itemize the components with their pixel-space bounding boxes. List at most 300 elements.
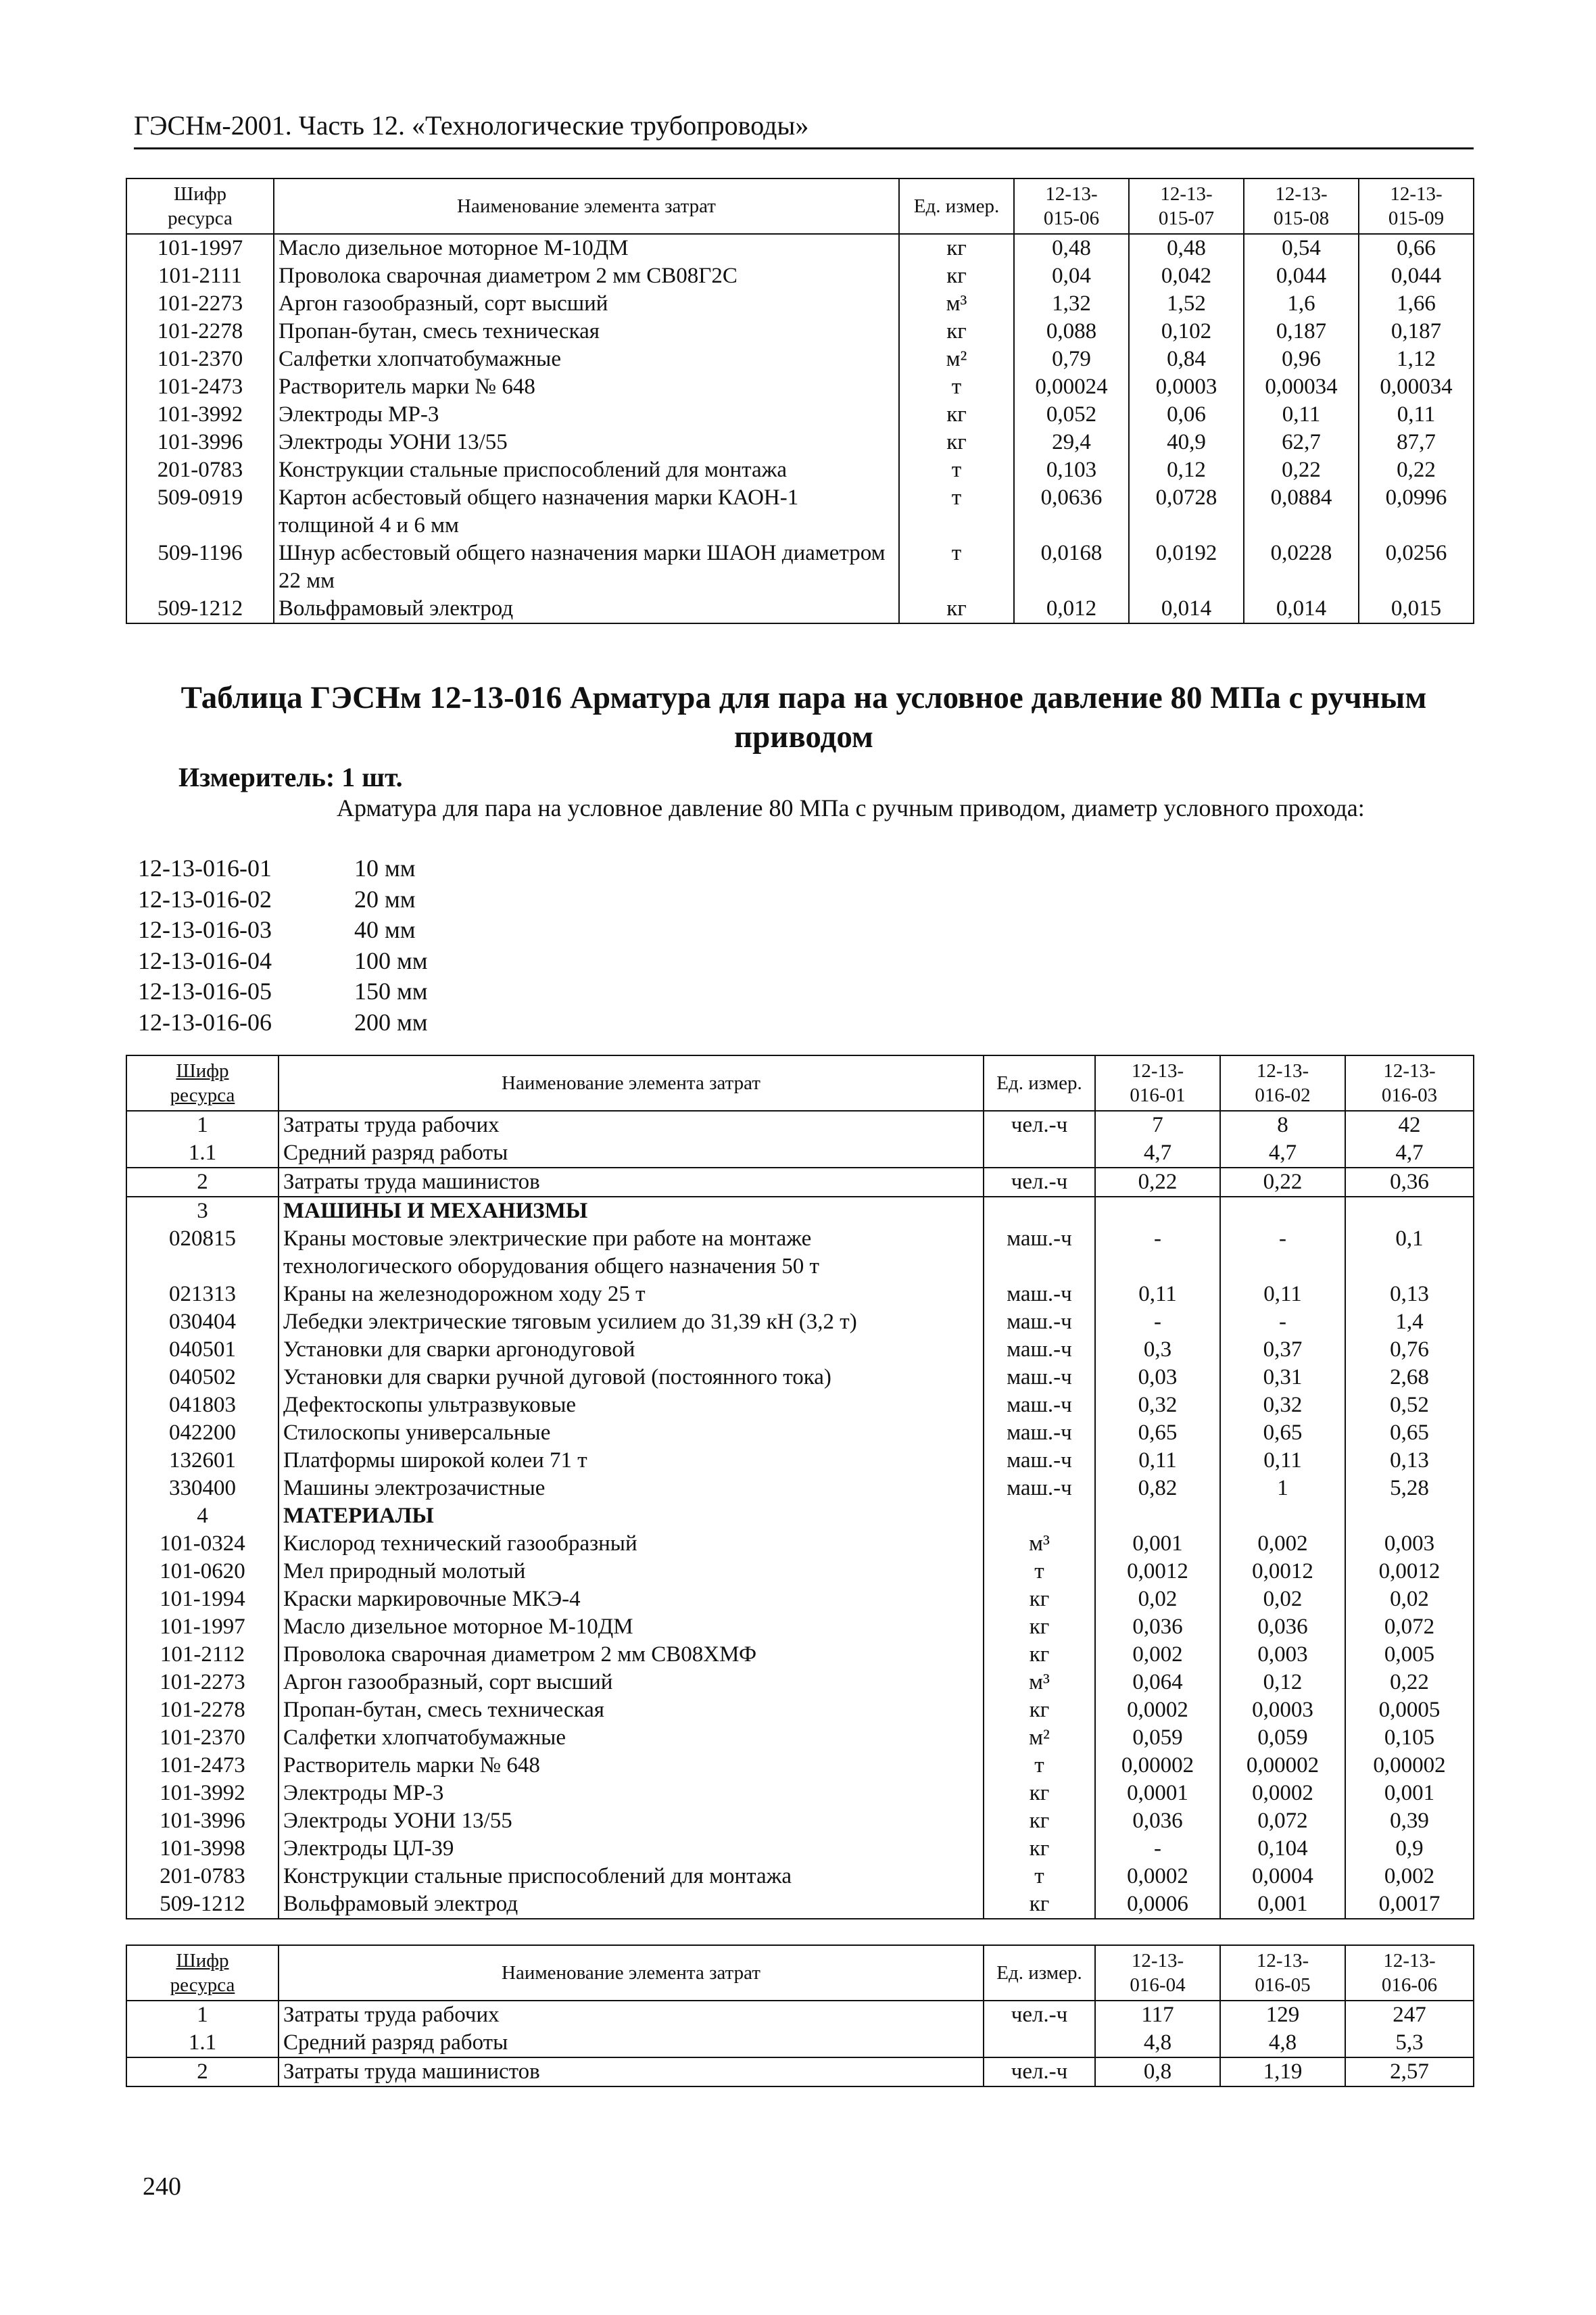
- norm-value: 4,8: [1095, 2029, 1220, 2057]
- norm-value: 0,002: [1345, 1863, 1474, 1890]
- norm-value: 0,003: [1220, 1641, 1345, 1669]
- norm-value: 0,11: [1359, 401, 1474, 429]
- norm-value: 0,00034: [1359, 373, 1474, 401]
- unit-of-measure: м³: [984, 1530, 1095, 1558]
- unit-of-measure: м³: [984, 1669, 1095, 1696]
- cost-element-name: Картон асбестовый общего назначения марки КАОН-1 толщиной 4 и 6 мм: [274, 484, 899, 540]
- table-row: [126, 1502, 1474, 1530]
- norm-value: 42: [1345, 1111, 1474, 1139]
- norm-value: 0,014: [1244, 595, 1359, 623]
- norm-value: 117: [1095, 2001, 1220, 2029]
- norm-value: 0,103: [1014, 456, 1129, 484]
- norm-value: 0,00002: [1345, 1752, 1474, 1780]
- measure-unit: Измеритель: 1 шт.: [178, 762, 403, 792]
- norm-value: 0,65: [1095, 1419, 1220, 1447]
- unit-of-measure: м³: [899, 290, 1014, 318]
- resource-code: 101-2370: [126, 345, 274, 373]
- unit-of-measure: кг: [899, 318, 1014, 345]
- norm-value: 1,4: [1345, 1308, 1474, 1336]
- norm-value: 5,28: [1345, 1475, 1474, 1502]
- variant-code: 12-13-016-01: [138, 855, 272, 882]
- norm-value: 0,102: [1129, 318, 1244, 345]
- unit-of-measure: т: [984, 1752, 1095, 1780]
- cost-element-name: Пропан-бутан, смесь техническая: [274, 318, 899, 345]
- variant-code: 12-13-016-06: [138, 1008, 272, 1036]
- norm-value: 0,04: [1014, 262, 1129, 290]
- norm-value: 0,0728: [1129, 484, 1244, 540]
- table-row: [126, 456, 1474, 484]
- cost-element-name: Средний разряд работы: [279, 2029, 984, 2057]
- norm-value: 0,1: [1345, 1225, 1474, 1281]
- unit-of-measure: кг: [899, 401, 1014, 429]
- norm-value: 0,84: [1129, 345, 1244, 373]
- unit-of-measure: маш.-ч: [984, 1308, 1095, 1336]
- variant-size: 20 мм: [354, 885, 416, 913]
- norm-value: [1095, 1197, 1220, 1225]
- norm-value: 0,76: [1345, 1336, 1474, 1364]
- norm-value: 0,059: [1220, 1724, 1345, 1752]
- unit-of-measure: т: [899, 540, 1014, 595]
- norm-value: 0,22: [1359, 456, 1474, 484]
- norm-value: 0,11: [1095, 1447, 1220, 1475]
- norm-value: 0,79: [1014, 345, 1129, 373]
- table-row: [126, 1168, 1474, 1197]
- col-header-unit: Ед. измер.: [899, 178, 1014, 234]
- unit-of-measure: маш.-ч: [984, 1336, 1095, 1364]
- norm-value: 0,0005: [1345, 1696, 1474, 1724]
- cost-element-name: Проволока сварочная диаметром 2 мм СВ08ХМФ: [279, 1641, 984, 1669]
- cost-element-name: Масло дизельное моторное М-10ДМ: [279, 1613, 984, 1641]
- table-row: [126, 1863, 1474, 1890]
- cost-element-name: Конструкции стальные приспособлений для монтажа: [274, 456, 899, 484]
- cost-element-name: Аргон газообразный, сорт высший: [279, 1669, 984, 1696]
- col-header-variant: 12-13- 016-06: [1345, 1945, 1474, 2001]
- norm-value: 4,7: [1220, 1139, 1345, 1168]
- unit-of-measure: т: [899, 484, 1014, 540]
- norm-value: 0,9: [1345, 1835, 1474, 1863]
- norm-value: 40,9: [1129, 429, 1244, 456]
- table-row: [126, 1447, 1474, 1475]
- norm-value: 0,0006: [1095, 1890, 1220, 1919]
- variant-item: [138, 915, 428, 946]
- cost-element-name: Салфетки хлопчатобумажные: [279, 1724, 984, 1752]
- norm-value: 0,187: [1359, 318, 1474, 345]
- variant-size: 40 мм: [354, 916, 416, 943]
- variant-item: [138, 946, 428, 977]
- table-row: [126, 1139, 1474, 1168]
- cost-element-name: Машины электрозачистные: [279, 1475, 984, 1502]
- table-row: [126, 1419, 1474, 1447]
- norm-value: 0,0017: [1345, 1890, 1474, 1919]
- table-row: [126, 401, 1474, 429]
- table-row: [126, 1890, 1474, 1919]
- resource-code: 101-0620: [126, 1558, 279, 1585]
- norm-value: 0,052: [1014, 401, 1129, 429]
- unit-of-measure: чел.-ч: [984, 1168, 1095, 1197]
- resource-code: 101-2111: [126, 262, 274, 290]
- cost-element-name: Растворитель марки № 648: [279, 1752, 984, 1780]
- unit-of-measure: маш.-ч: [984, 1475, 1095, 1502]
- norm-value: 29,4: [1014, 429, 1129, 456]
- resource-code: 040501: [126, 1336, 279, 1364]
- resource-code: 201-0783: [126, 456, 274, 484]
- norm-value: 0,0012: [1345, 1558, 1474, 1585]
- norm-value: 0,001: [1345, 1780, 1474, 1807]
- col-header-unit: Ед. измер.: [984, 1945, 1095, 2001]
- table-row: [126, 1225, 1474, 1281]
- resource-code: 101-2278: [126, 318, 274, 345]
- cost-element-name: Мел природный молотый: [279, 1558, 984, 1585]
- norm-value: 0,104: [1220, 1835, 1345, 1863]
- table-row: [126, 1724, 1474, 1752]
- norm-value: 0,0256: [1359, 540, 1474, 595]
- cost-element-name: Средний разряд работы: [279, 1139, 984, 1168]
- cost-element-name: Аргон газообразный, сорт высший: [274, 290, 899, 318]
- variant-item: [138, 853, 428, 884]
- unit-of-measure: чел.-ч: [984, 2057, 1095, 2086]
- variant-size: 100 мм: [354, 947, 428, 974]
- norm-value: 0,105: [1345, 1724, 1474, 1752]
- unit-of-measure: м²: [984, 1724, 1095, 1752]
- norm-value: 0,002: [1220, 1530, 1345, 1558]
- resource-code: 509-1212: [126, 1890, 279, 1919]
- norm-value: [1220, 1197, 1345, 1225]
- norm-value: 5,3: [1345, 2029, 1474, 2057]
- cost-element-name: Электроды ЦЛ-39: [279, 1835, 984, 1863]
- table-row: [126, 595, 1474, 623]
- resource-code: 030404: [126, 1308, 279, 1336]
- norm-value: 0,39: [1345, 1807, 1474, 1835]
- unit-of-measure: т: [984, 1558, 1095, 1585]
- resource-code: 101-3992: [126, 401, 274, 429]
- variant-item: [138, 1007, 428, 1039]
- unit-of-measure: маш.-ч: [984, 1419, 1095, 1447]
- norm-value: 7: [1095, 1111, 1220, 1139]
- variant-item: [138, 884, 428, 915]
- table-row: [126, 345, 1474, 373]
- norm-value: 0,015: [1359, 595, 1474, 623]
- table-row: [126, 1585, 1474, 1613]
- table-row: [126, 1641, 1474, 1669]
- variant-code: 12-13-016-02: [138, 885, 272, 913]
- resource-code: 330400: [126, 1475, 279, 1502]
- unit-of-measure: [984, 1197, 1095, 1225]
- unit-of-measure: кг: [984, 1807, 1095, 1835]
- cost-element-name: Электроды УОНИ 13/55: [274, 429, 899, 456]
- resource-code: 2: [126, 2057, 279, 2086]
- table-row: [126, 1780, 1474, 1807]
- page-number: 240: [143, 2172, 181, 2201]
- table-row: [126, 1530, 1474, 1558]
- resource-code: 042200: [126, 1419, 279, 1447]
- norm-value: [1095, 1502, 1220, 1530]
- resource-code: 101-1997: [126, 1613, 279, 1641]
- unit-of-measure: кг: [984, 1613, 1095, 1641]
- variant-code: 12-13-016-05: [138, 978, 272, 1005]
- norm-value: 0,0002: [1095, 1863, 1220, 1890]
- col-header-variant: 12-13- 016-01: [1095, 1055, 1220, 1111]
- cost-element-name: Дефектоскопы ультразвуковые: [279, 1391, 984, 1419]
- resource-code: 101-2273: [126, 1669, 279, 1696]
- cost-element-name: Растворитель марки № 648: [274, 373, 899, 401]
- col-header-variant: 12-13- 015-07: [1129, 178, 1244, 234]
- norm-value: 0,48: [1129, 234, 1244, 262]
- resource-table-016-b: [126, 1944, 1474, 2087]
- table-row: [126, 2057, 1474, 2086]
- resource-code: 509-0919: [126, 484, 274, 540]
- norm-value: 0,48: [1014, 234, 1129, 262]
- cost-element-name: Установки для сварки ручной дуговой (постоянного тока): [279, 1364, 984, 1391]
- table-row: [126, 1613, 1474, 1641]
- norm-value: 0,072: [1220, 1807, 1345, 1835]
- norm-value: 0,002: [1095, 1641, 1220, 1669]
- col-header-code: Шифр ресурса: [126, 178, 274, 234]
- resource-code: 021313: [126, 1281, 279, 1308]
- resource-code: 101-2273: [126, 290, 274, 318]
- table-title: Таблица ГЭСНм 12-13-016 Арматура для пара на условное давление 80 МПа с ручным приводом: [180, 680, 1427, 755]
- norm-value: 0,036: [1095, 1613, 1220, 1641]
- norm-value: 0,0192: [1129, 540, 1244, 595]
- norm-value: 0,0001: [1095, 1780, 1220, 1807]
- norm-value: 0,001: [1095, 1530, 1220, 1558]
- col-header-name: Наименование элемента затрат: [279, 1945, 984, 2001]
- variant-size: 200 мм: [354, 1008, 428, 1036]
- norm-value: 0,044: [1359, 262, 1474, 290]
- table-row: [126, 318, 1474, 345]
- norm-value: 0,0002: [1220, 1780, 1345, 1807]
- norm-value: 0,31: [1220, 1364, 1345, 1391]
- cost-element-name: Электроды УОНИ 13/55: [279, 1807, 984, 1835]
- cost-element-name: Вольфрамовый электрод: [279, 1890, 984, 1919]
- col-header-variant: 12-13- 015-09: [1359, 178, 1474, 234]
- norm-value: 0,13: [1345, 1447, 1474, 1475]
- cost-element-name: Краны мостовые электрические при работе на монтаже технологического оборудования общего назначения 50 т: [279, 1225, 984, 1281]
- cost-element-name: Электроды МР-3: [274, 401, 899, 429]
- col-header-variant: 12-13- 015-08: [1244, 178, 1359, 234]
- running-title: ГЭСНм-2001. Часть 12. «Технологические трубопроводы»: [134, 110, 809, 141]
- resource-code: 509-1212: [126, 595, 274, 623]
- norm-value: 0,03: [1095, 1364, 1220, 1391]
- variant-list: [138, 853, 428, 1038]
- norm-value: [1345, 1502, 1474, 1530]
- table-header-row: [126, 1055, 1474, 1111]
- unit-of-measure: чел.-ч: [984, 1111, 1095, 1139]
- unit-of-measure: [984, 1502, 1095, 1530]
- norm-value: 0,32: [1220, 1391, 1345, 1419]
- norm-value: 0,11: [1095, 1281, 1220, 1308]
- table-row: [126, 2029, 1474, 2057]
- norm-value: 0,088: [1014, 318, 1129, 345]
- norm-value: 0,036: [1220, 1613, 1345, 1641]
- unit-of-measure: [984, 2029, 1095, 2057]
- table-row: [126, 540, 1474, 595]
- table-row: [126, 1475, 1474, 1502]
- norm-value: 0,00002: [1095, 1752, 1220, 1780]
- norm-value: 62,7: [1244, 429, 1359, 456]
- resource-table-015: [126, 178, 1474, 624]
- resource-code: 2: [126, 1168, 279, 1197]
- table-header-row: [126, 1945, 1474, 2001]
- norm-value: 0,82: [1095, 1475, 1220, 1502]
- resource-code: 1: [126, 2001, 279, 2029]
- unit-of-measure: м²: [899, 345, 1014, 373]
- resource-code: 1: [126, 1111, 279, 1139]
- norm-value: 1,19: [1220, 2057, 1345, 2086]
- unit-of-measure: т: [899, 373, 1014, 401]
- norm-value: 0,65: [1220, 1419, 1345, 1447]
- table-row: [126, 1391, 1474, 1419]
- norm-value: -: [1095, 1835, 1220, 1863]
- col-header-variant: 12-13- 016-03: [1345, 1055, 1474, 1111]
- unit-of-measure: маш.-ч: [984, 1281, 1095, 1308]
- norm-value: 4,7: [1095, 1139, 1220, 1168]
- table-row: [126, 1752, 1474, 1780]
- norm-value: 0,187: [1244, 318, 1359, 345]
- table-row: [126, 1364, 1474, 1391]
- norm-value: 0,13: [1345, 1281, 1474, 1308]
- norm-value: 0,0228: [1244, 540, 1359, 595]
- table-row: [126, 1197, 1474, 1225]
- unit-of-measure: маш.-ч: [984, 1364, 1095, 1391]
- cost-element-name: Установки для сварки аргонодуговой: [279, 1336, 984, 1364]
- unit-of-measure: кг: [899, 234, 1014, 262]
- norm-value: 0,22: [1220, 1168, 1345, 1197]
- cost-element-name: Платформы широкой колеи 71 т: [279, 1447, 984, 1475]
- cost-element-name: Пропан-бутан, смесь техническая: [279, 1696, 984, 1724]
- norm-value: 0,042: [1129, 262, 1244, 290]
- norm-value: 0,11: [1220, 1281, 1345, 1308]
- norm-value: 0,22: [1095, 1168, 1220, 1197]
- table-row: [126, 1835, 1474, 1863]
- cost-element-name: Шнур асбестовый общего назначения марки ШАОН диаметром 22 мм: [274, 540, 899, 595]
- norm-value: [1220, 1502, 1345, 1530]
- cost-element-name: МАШИНЫ И МЕХАНИЗМЫ: [279, 1197, 984, 1225]
- norm-value: 0,012: [1014, 595, 1129, 623]
- norm-value: 0,014: [1129, 595, 1244, 623]
- cost-element-name: Затраты труда рабочих: [279, 1111, 984, 1139]
- table-row: [126, 2001, 1474, 2029]
- norm-value: 1,32: [1014, 290, 1129, 318]
- resource-code: 132601: [126, 1447, 279, 1475]
- cost-element-name: Стилоскопы универсальные: [279, 1419, 984, 1447]
- col-header-variant: 12-13- 016-02: [1220, 1055, 1345, 1111]
- table-row: [126, 1669, 1474, 1696]
- norm-value: 0,001: [1220, 1890, 1345, 1919]
- unit-of-measure: кг: [899, 262, 1014, 290]
- norm-value: 1,66: [1359, 290, 1474, 318]
- norm-value: 0,22: [1345, 1669, 1474, 1696]
- norm-value: 0,02: [1345, 1585, 1474, 1613]
- resource-code: 101-3996: [126, 1807, 279, 1835]
- resource-code: 020815: [126, 1225, 279, 1281]
- norm-value: 0,02: [1095, 1585, 1220, 1613]
- norm-value: 0,044: [1244, 262, 1359, 290]
- norm-value: 0,3: [1095, 1336, 1220, 1364]
- variant-size: 150 мм: [354, 978, 428, 1005]
- unit-of-measure: т: [899, 456, 1014, 484]
- resource-code: 101-3992: [126, 1780, 279, 1807]
- norm-value: 0,0168: [1014, 540, 1129, 595]
- unit-of-measure: кг: [899, 429, 1014, 456]
- norm-value: 129: [1220, 2001, 1345, 2029]
- variant-size: 10 мм: [354, 855, 416, 882]
- norm-value: 0,00002: [1220, 1752, 1345, 1780]
- norm-value: 0,0996: [1359, 484, 1474, 540]
- unit-of-measure: т: [984, 1863, 1095, 1890]
- norm-value: 0,65: [1345, 1419, 1474, 1447]
- cost-element-name: Затраты труда машинистов: [279, 2057, 984, 2086]
- resource-code: 101-1994: [126, 1585, 279, 1613]
- norm-value: 87,7: [1359, 429, 1474, 456]
- col-header-name: Наименование элемента затрат: [279, 1055, 984, 1111]
- unit-of-measure: кг: [984, 1835, 1095, 1863]
- norm-value: 0,11: [1244, 401, 1359, 429]
- col-header-variant: 12-13- 015-06: [1014, 178, 1129, 234]
- variant-code: 12-13-016-04: [138, 947, 272, 974]
- cost-element-name: Масло дизельное моторное М-10ДМ: [274, 234, 899, 262]
- norm-value: 0,064: [1095, 1669, 1220, 1696]
- norm-value: 0,0012: [1095, 1558, 1220, 1585]
- table-row: [126, 290, 1474, 318]
- norm-value: 0,00034: [1244, 373, 1359, 401]
- norm-value: 0,02: [1220, 1585, 1345, 1613]
- unit-of-measure: кг: [899, 595, 1014, 623]
- col-header-name: Наименование элемента затрат: [274, 178, 899, 234]
- norm-value: 0,66: [1359, 234, 1474, 262]
- variant-code: 12-13-016-03: [138, 916, 272, 943]
- cost-element-name: Вольфрамовый электрод: [274, 595, 899, 623]
- resource-code: 101-2473: [126, 373, 274, 401]
- col-header-unit: Ед. измер.: [984, 1055, 1095, 1111]
- cost-element-name: Кислород технический газообразный: [279, 1530, 984, 1558]
- table-row: [126, 1696, 1474, 1724]
- norm-value: 4,8: [1220, 2029, 1345, 2057]
- resource-code: 101-2112: [126, 1641, 279, 1669]
- resource-code: 201-0783: [126, 1863, 279, 1890]
- norm-value: 0,11: [1220, 1447, 1345, 1475]
- col-header-variant: 12-13- 016-05: [1220, 1945, 1345, 2001]
- unit-of-measure: кг: [984, 1585, 1095, 1613]
- table-row: [126, 484, 1474, 540]
- norm-value: 4,7: [1345, 1139, 1474, 1168]
- unit-of-measure: кг: [984, 1641, 1095, 1669]
- norm-value: 0,37: [1220, 1336, 1345, 1364]
- norm-value: 0,072: [1345, 1613, 1474, 1641]
- running-header: [134, 110, 1474, 149]
- table-header-row: [126, 178, 1474, 234]
- col-header-code: Шифр ресурса: [126, 1945, 279, 2001]
- norm-value: 0,0012: [1220, 1558, 1345, 1585]
- norm-value: 0,0003: [1129, 373, 1244, 401]
- table-row: [126, 1281, 1474, 1308]
- unit-of-measure: маш.-ч: [984, 1391, 1095, 1419]
- norm-value: 0,0003: [1220, 1696, 1345, 1724]
- resource-code: 101-1997: [126, 234, 274, 262]
- norm-value: 1,52: [1129, 290, 1244, 318]
- resource-code: 101-2370: [126, 1724, 279, 1752]
- norm-value: 0,0002: [1095, 1696, 1220, 1724]
- resource-code: 101-2473: [126, 1752, 279, 1780]
- norm-value: -: [1095, 1225, 1220, 1281]
- norm-value: 0,00024: [1014, 373, 1129, 401]
- norm-value: 0,12: [1129, 456, 1244, 484]
- table-description: Арматура для пара на условное давление 80 МПа с ручным приводом, диаметр условного прохода:: [337, 794, 1365, 821]
- norm-value: [1345, 1197, 1474, 1225]
- norm-value: 1: [1220, 1475, 1345, 1502]
- norm-value: 2,68: [1345, 1364, 1474, 1391]
- norm-value: -: [1220, 1225, 1345, 1281]
- cost-element-name: Затраты труда рабочих: [279, 2001, 984, 2029]
